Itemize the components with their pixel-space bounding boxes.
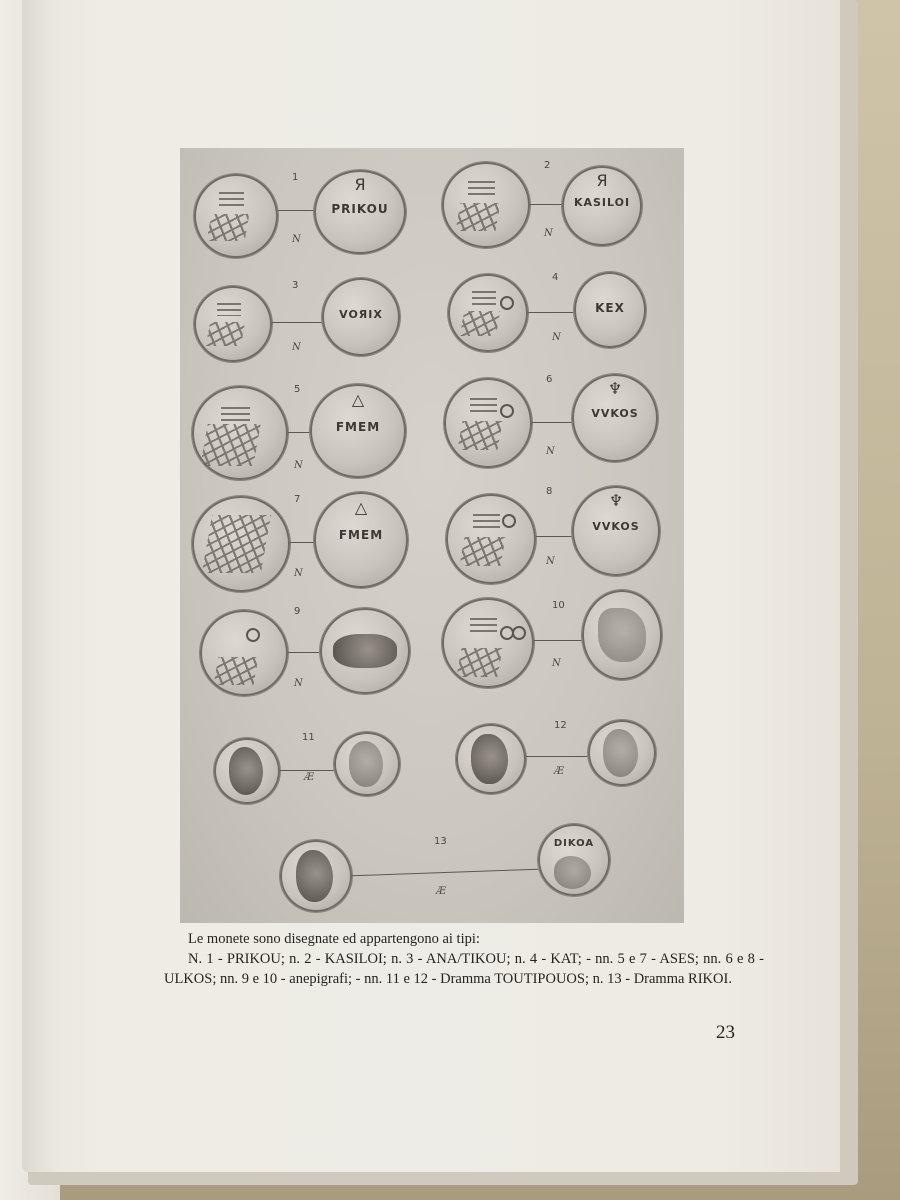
metal-mark: N bbox=[546, 556, 555, 567]
coin-obverse-7 bbox=[192, 496, 290, 592]
coin-link bbox=[352, 869, 538, 876]
metal-mark: N bbox=[546, 446, 555, 457]
metal-mark: N bbox=[294, 568, 303, 579]
coin-link bbox=[280, 770, 334, 771]
coin-number: 4 bbox=[552, 272, 559, 283]
coin-link bbox=[288, 432, 310, 433]
coin-number: 11 bbox=[302, 732, 315, 743]
coin-link bbox=[290, 542, 314, 543]
coin-reverse-5: △ FMEM bbox=[310, 384, 406, 478]
coin-obverse-1 bbox=[194, 174, 278, 258]
coin-obverse-8 bbox=[446, 494, 536, 584]
coin-link bbox=[278, 210, 314, 211]
coin-plate bbox=[180, 148, 684, 923]
coin-obverse-5 bbox=[192, 386, 288, 480]
coin-reverse-1: Я PRIKOU bbox=[314, 170, 406, 254]
coin-link bbox=[530, 204, 564, 205]
coin-obverse-4 bbox=[448, 274, 528, 352]
coin-link bbox=[536, 536, 572, 537]
coin-obverse-9 bbox=[200, 610, 288, 696]
coin-obverse-3 bbox=[194, 286, 272, 362]
coin-reverse-9 bbox=[320, 608, 410, 694]
metal-mark: N bbox=[292, 234, 301, 245]
coin-number: 8 bbox=[546, 486, 553, 497]
coin-number: 7 bbox=[294, 494, 301, 505]
coin-obverse-11 bbox=[214, 738, 280, 804]
coin-number: 6 bbox=[546, 374, 553, 385]
caption-lead: Le monete sono disegnate ed appartengono ai tipi: bbox=[188, 931, 480, 947]
coin-number: 12 bbox=[554, 720, 567, 731]
coin-reverse-11 bbox=[334, 732, 400, 796]
coin-reverse-2: Я KASILOI bbox=[562, 166, 642, 246]
coin-obverse-6 bbox=[444, 378, 532, 468]
metal-mark: N bbox=[294, 460, 303, 471]
coin-link bbox=[526, 756, 588, 757]
coin-reverse-3: VOЯIX bbox=[322, 278, 400, 356]
coin-reverse-12 bbox=[588, 720, 656, 786]
coin-reverse-8: ♆ VVKOS bbox=[572, 486, 660, 576]
coin-reverse-4: KEX bbox=[574, 272, 646, 348]
coin-reverse-6: ♆ VVKOS bbox=[572, 374, 658, 462]
metal-mark: N bbox=[544, 228, 553, 239]
coin-reverse-7: △ FMEM bbox=[314, 492, 408, 588]
coin-number: 3 bbox=[292, 280, 299, 291]
metal-mark: N bbox=[552, 658, 561, 669]
plate-caption bbox=[164, 929, 764, 989]
coin-number: 5 bbox=[294, 384, 301, 395]
metal-mark: N bbox=[552, 332, 561, 343]
coin-number: 1 bbox=[292, 172, 299, 183]
coin-number: 10 bbox=[552, 600, 565, 611]
coin-number: 13 bbox=[434, 836, 447, 847]
coin-link bbox=[288, 652, 320, 653]
coin-link bbox=[272, 322, 322, 323]
coin-reverse-13: DIKOA bbox=[538, 824, 610, 896]
metal-mark: N bbox=[292, 342, 301, 353]
coin-link bbox=[528, 312, 574, 313]
coin-obverse-12 bbox=[456, 724, 526, 794]
coin-number: 9 bbox=[294, 606, 301, 617]
coin-link bbox=[534, 640, 582, 641]
coin-link bbox=[532, 422, 572, 423]
page-number: 23 bbox=[716, 1022, 735, 1043]
metal-mark: Æ bbox=[436, 886, 447, 897]
metal-mark: Æ bbox=[554, 766, 565, 777]
metal-mark: Æ bbox=[304, 772, 315, 783]
coin-obverse-13 bbox=[280, 840, 352, 912]
coin-number: 2 bbox=[544, 160, 551, 171]
caption-body: N. 1 - PRIKOU; n. 2 - KASILOI; n. 3 - ANA/TIKOU; n. 4 - KAT; - nn. 5 e 7 - ASES; nn. 6 e 8 - ULKOS; nn. 9 e 10 - anepigrafi; - nn. 11 e 12 - Dramma TOUTIPOUOS; n. 13 - Dramma RIKOI. bbox=[164, 951, 764, 987]
coin-obverse-10 bbox=[442, 598, 534, 688]
metal-mark: N bbox=[294, 678, 303, 689]
coin-obverse-2 bbox=[442, 162, 530, 248]
book-page bbox=[22, 0, 840, 1172]
coin-reverse-10 bbox=[582, 590, 662, 680]
